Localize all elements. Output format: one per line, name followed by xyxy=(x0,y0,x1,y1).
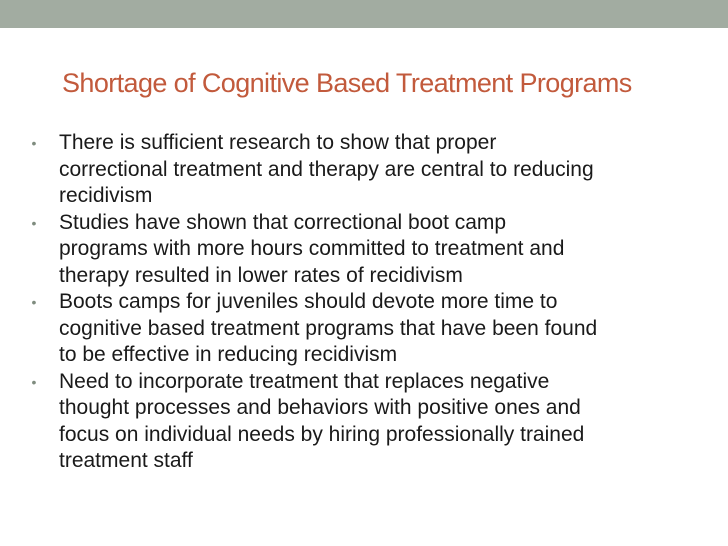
bullet-line: programs with more hours committed to treatment and xyxy=(59,237,565,260)
bullet-dot-icon: • xyxy=(31,373,37,390)
bullet-line: cognitive based treatment programs that have been found xyxy=(59,316,598,340)
bullet-line: treatment staff xyxy=(59,449,193,472)
bullet-line: correctional treatment and therapy are central to reducing xyxy=(59,157,594,181)
bullet-line: Studies have shown that correctional boot camp xyxy=(59,210,507,234)
bullet-line: Need to incorporate treatment that replaces negative xyxy=(59,369,550,393)
bullet-line: therapy resulted in lower rates of recidivism xyxy=(59,263,463,287)
bullet-dot-icon: • xyxy=(31,214,37,231)
bullet-item-4 xyxy=(31,369,694,475)
bullet-line: thought processes and behaviors with positive ones and xyxy=(59,396,581,419)
bullet-item-2 xyxy=(31,210,694,290)
bullet-item-3 xyxy=(31,289,694,369)
top-accent-bar xyxy=(0,0,728,28)
bullet-dot-icon: • xyxy=(31,135,37,151)
bullet-line: Boots camps for juveniles should devote more time to xyxy=(59,290,558,313)
bullet-line: recidivism xyxy=(59,184,153,207)
bullet-item-1 xyxy=(31,130,694,210)
bullet-dot-icon: • xyxy=(31,294,37,310)
bullet-line: to be effective in reducing recidivism xyxy=(59,343,398,366)
bullet-line: focus on individual needs by hiring professionally trained xyxy=(59,422,585,446)
bullet-list xyxy=(31,130,694,475)
slide-title: Shortage of Cognitive Based Treatment Programs xyxy=(62,68,632,98)
bullet-line: There is sufficient research to show that proper xyxy=(59,131,497,154)
